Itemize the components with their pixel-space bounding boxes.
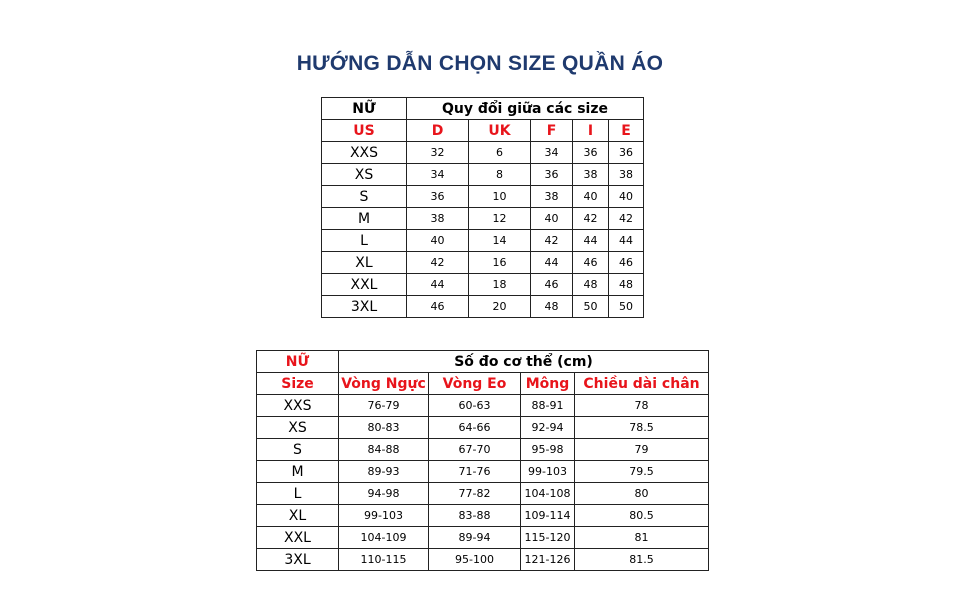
table-cell: 99-103 xyxy=(339,505,429,527)
table-row xyxy=(257,439,709,461)
size-label-cell: M xyxy=(257,461,339,483)
table-cell: 78.5 xyxy=(575,417,709,439)
table-row xyxy=(322,142,644,164)
size-label-cell: S xyxy=(257,439,339,461)
column-header-waist: Vòng Eo xyxy=(429,373,521,395)
table-cell: 79.5 xyxy=(575,461,709,483)
table-cell: 36 xyxy=(531,164,573,186)
table-cell: 38 xyxy=(573,164,609,186)
table-row xyxy=(322,208,644,230)
table-cell: 84-88 xyxy=(339,439,429,461)
column-header-us: US xyxy=(322,120,407,142)
column-header-uk: UK xyxy=(469,120,531,142)
table-row xyxy=(257,395,709,417)
size-label-cell: 3XL xyxy=(257,549,339,571)
table-cell: 89-93 xyxy=(339,461,429,483)
table-cell: 10 xyxy=(469,186,531,208)
table-row xyxy=(257,549,709,571)
table-cell: 76-79 xyxy=(339,395,429,417)
size-label-cell: M xyxy=(322,208,407,230)
table-cell: 20 xyxy=(469,296,531,318)
table-cell: 60-63 xyxy=(429,395,521,417)
table-cell: 95-100 xyxy=(429,549,521,571)
table-cell: 95-98 xyxy=(521,439,575,461)
table-cell: 46 xyxy=(407,296,469,318)
table-cell: 92-94 xyxy=(521,417,575,439)
table-row xyxy=(257,417,709,439)
table-cell: 42 xyxy=(407,252,469,274)
table-cell: 12 xyxy=(469,208,531,230)
table-cell: 32 xyxy=(407,142,469,164)
column-header-e: E xyxy=(609,120,644,142)
table-cell: 38 xyxy=(609,164,644,186)
table-cell: 83-88 xyxy=(429,505,521,527)
column-header-i: I xyxy=(573,120,609,142)
table-cell: 38 xyxy=(407,208,469,230)
table-row xyxy=(322,274,644,296)
table-cell: 42 xyxy=(531,230,573,252)
table-cell: 34 xyxy=(531,142,573,164)
column-header-bust: Vòng Ngực xyxy=(339,373,429,395)
table-cell: 94-98 xyxy=(339,483,429,505)
table-cell: 36 xyxy=(573,142,609,164)
page-title: HƯỚNG DẪN CHỌN SIZE QUẦN ÁO xyxy=(296,52,664,75)
table-cell: 80 xyxy=(575,483,709,505)
table-cell: 89-94 xyxy=(429,527,521,549)
table-cell: 80.5 xyxy=(575,505,709,527)
table-cell: 14 xyxy=(469,230,531,252)
table-cell: 81 xyxy=(575,527,709,549)
column-header-f: F xyxy=(531,120,573,142)
table-cell: 6 xyxy=(469,142,531,164)
size-label-cell: L xyxy=(257,483,339,505)
table-cell: 104-108 xyxy=(521,483,575,505)
table-cell: 50 xyxy=(609,296,644,318)
size-label-cell: XL xyxy=(322,252,407,274)
table-cell: 42 xyxy=(573,208,609,230)
size-label-cell: XXL xyxy=(257,527,339,549)
table-cell: 18 xyxy=(469,274,531,296)
table-cell: 48 xyxy=(609,274,644,296)
table-cell: 64-66 xyxy=(429,417,521,439)
table-row xyxy=(257,461,709,483)
table-cell: 44 xyxy=(609,230,644,252)
table-cell: 46 xyxy=(573,252,609,274)
table-cell: 79 xyxy=(575,439,709,461)
table-cell: 67-70 xyxy=(429,439,521,461)
table-cell: 50 xyxy=(573,296,609,318)
table-cell: 16 xyxy=(469,252,531,274)
table-cell: 80-83 xyxy=(339,417,429,439)
table-cell: 44 xyxy=(531,252,573,274)
table-cell: 40 xyxy=(573,186,609,208)
table-cell: 121-126 xyxy=(521,549,575,571)
size-label-cell: 3XL xyxy=(322,296,407,318)
column-header-leg-length: Chiều dài chân xyxy=(575,373,709,395)
table-cell: 81.5 xyxy=(575,549,709,571)
body-measurement-table xyxy=(256,350,709,571)
size-label-cell: XL xyxy=(257,505,339,527)
size-label-cell: XS xyxy=(257,417,339,439)
table-cell: 109-114 xyxy=(521,505,575,527)
measurement-column-header-row xyxy=(257,373,709,395)
table-cell: 48 xyxy=(531,296,573,318)
table-cell: 115-120 xyxy=(521,527,575,549)
table-row xyxy=(322,252,644,274)
table-cell: 40 xyxy=(609,186,644,208)
table-cell: 44 xyxy=(573,230,609,252)
measurement-corner-label: NỮ xyxy=(257,351,339,373)
table-cell: 40 xyxy=(531,208,573,230)
size-label-cell: XXL xyxy=(322,274,407,296)
table-cell: 99-103 xyxy=(521,461,575,483)
size-label-cell: XS xyxy=(322,164,407,186)
table-row xyxy=(322,164,644,186)
size-label-cell: L xyxy=(322,230,407,252)
size-label-cell: XXS xyxy=(257,395,339,417)
table-cell: 36 xyxy=(407,186,469,208)
table-cell: 42 xyxy=(609,208,644,230)
table-cell: 88-91 xyxy=(521,395,575,417)
conversion-group-header-row xyxy=(322,98,644,120)
table-cell: 77-82 xyxy=(429,483,521,505)
table-cell: 46 xyxy=(531,274,573,296)
conversion-corner-label: NỮ xyxy=(322,98,407,120)
measurement-group-header: Số đo cơ thể (cm) xyxy=(339,351,709,373)
table-cell: 110-115 xyxy=(339,549,429,571)
table-row xyxy=(257,527,709,549)
conversion-group-header: Quy đổi giữa các size xyxy=(407,98,644,120)
table-row xyxy=(257,483,709,505)
size-label-cell: S xyxy=(322,186,407,208)
table-row xyxy=(322,296,644,318)
table-cell: 71-76 xyxy=(429,461,521,483)
size-conversion-table xyxy=(321,97,644,318)
table-cell: 78 xyxy=(575,395,709,417)
measurement-group-header-row xyxy=(257,351,709,373)
table-row xyxy=(322,186,644,208)
column-header-hip: Mông xyxy=(521,373,575,395)
conversion-column-header-row xyxy=(322,120,644,142)
table-cell: 44 xyxy=(407,274,469,296)
table-cell: 34 xyxy=(407,164,469,186)
table-cell: 48 xyxy=(573,274,609,296)
table-cell: 104-109 xyxy=(339,527,429,549)
table-cell: 38 xyxy=(531,186,573,208)
size-label-cell: XXS xyxy=(322,142,407,164)
table-cell: 46 xyxy=(609,252,644,274)
table-row xyxy=(257,505,709,527)
table-row xyxy=(322,230,644,252)
column-header-size: Size xyxy=(257,373,339,395)
table-cell: 40 xyxy=(407,230,469,252)
column-header-d: D xyxy=(407,120,469,142)
table-cell: 8 xyxy=(469,164,531,186)
table-cell: 36 xyxy=(609,142,644,164)
